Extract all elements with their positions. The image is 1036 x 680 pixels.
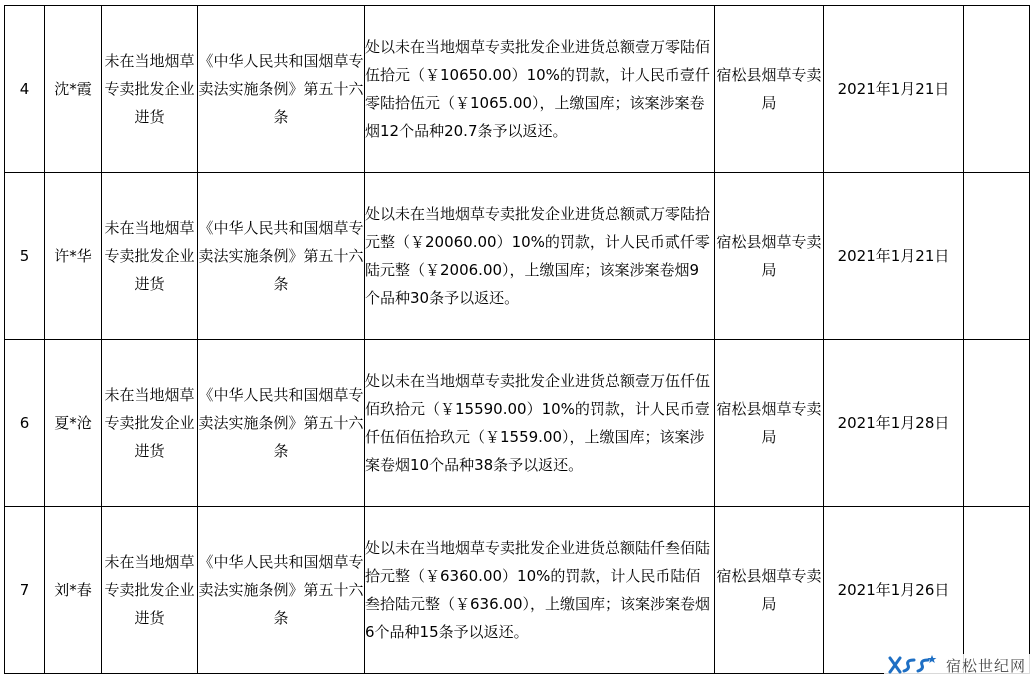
legal-basis: 《中华人民共和国烟草专卖法实施条例》第五十六条 [198, 340, 365, 507]
decision-date: 2021年1月21日 [824, 173, 964, 340]
penalty-authority: 宿松县烟草专卖局 [715, 6, 824, 173]
violation-type: 未在当地烟草专卖批发企业进货 [102, 173, 198, 340]
table-row [5, 507, 1030, 674]
row-number: 7 [5, 507, 45, 674]
decision-date: 2021年1月21日 [824, 6, 964, 173]
remark-cell [964, 507, 1030, 674]
site-watermark [884, 654, 1030, 676]
penalty-table [4, 5, 1030, 674]
legal-basis: 《中华人民共和国烟草专卖法实施条例》第五十六条 [198, 6, 365, 173]
row-number: 5 [5, 173, 45, 340]
legal-basis: 《中华人民共和国烟草专卖法实施条例》第五十六条 [198, 507, 365, 674]
penalty-authority: 宿松县烟草专卖局 [715, 507, 824, 674]
penalty-authority: 宿松县烟草专卖局 [715, 340, 824, 507]
legal-basis: 《中华人民共和国烟草专卖法实施条例》第五十六条 [198, 173, 365, 340]
decision-date: 2021年1月28日 [824, 340, 964, 507]
table-row [5, 340, 1030, 507]
penalty-content: 处以未在当地烟草专卖批发企业进货总额壹万零陆佰伍拾元（￥10650.00）10%的罚款，计人民币壹仟零陆拾伍元（￥1065.00），上缴国库；该案涉案卷烟12个品种20.7条予以返还。 [365, 6, 715, 173]
decision-date: 2021年1月26日 [824, 507, 964, 674]
row-number: 4 [5, 6, 45, 173]
remark-cell [964, 6, 1030, 173]
remark-cell [964, 340, 1030, 507]
party-name: 刘*春 [45, 507, 102, 674]
violation-type: 未在当地烟草专卖批发企业进货 [102, 6, 198, 173]
table-row [5, 6, 1030, 173]
table-row [5, 173, 1030, 340]
penalty-authority: 宿松县烟草专卖局 [715, 173, 824, 340]
party-name: 沈*霞 [45, 6, 102, 173]
watermark-text: 宿松世纪网 [945, 656, 1026, 675]
party-name: 许*华 [45, 173, 102, 340]
row-number: 6 [5, 340, 45, 507]
remark-cell [964, 173, 1030, 340]
violation-type: 未在当地烟草专卖批发企业进货 [102, 507, 198, 674]
penalty-content: 处以未在当地烟草专卖批发企业进货总额贰万零陆拾元整（￥20060.00）10%的罚款，计人民币贰仟零陆元整（￥2006.00），上缴国库；该案涉案卷烟9个品种30条予以返还。 [365, 173, 715, 340]
party-name: 夏*沧 [45, 340, 102, 507]
penalty-content: 处以未在当地烟草专卖批发企业进货总额陆仟叁佰陆拾元整（￥6360.00）10%的罚款，计人民币陆佰叁拾陆元整（￥636.00），上缴国库；该案涉案卷烟6个品种15条予以返还。 [365, 507, 715, 674]
penalty-content: 处以未在当地烟草专卖批发企业进货总额壹万伍仟伍佰玖拾元（￥15590.00）10%的罚款，计人民币壹仟伍佰伍拾玖元（￥1559.00），上缴国库；该案涉案卷烟10个品种38条予以返还。 [365, 340, 715, 507]
site-logo-icon [888, 654, 940, 676]
violation-type: 未在当地烟草专卖批发企业进货 [102, 340, 198, 507]
